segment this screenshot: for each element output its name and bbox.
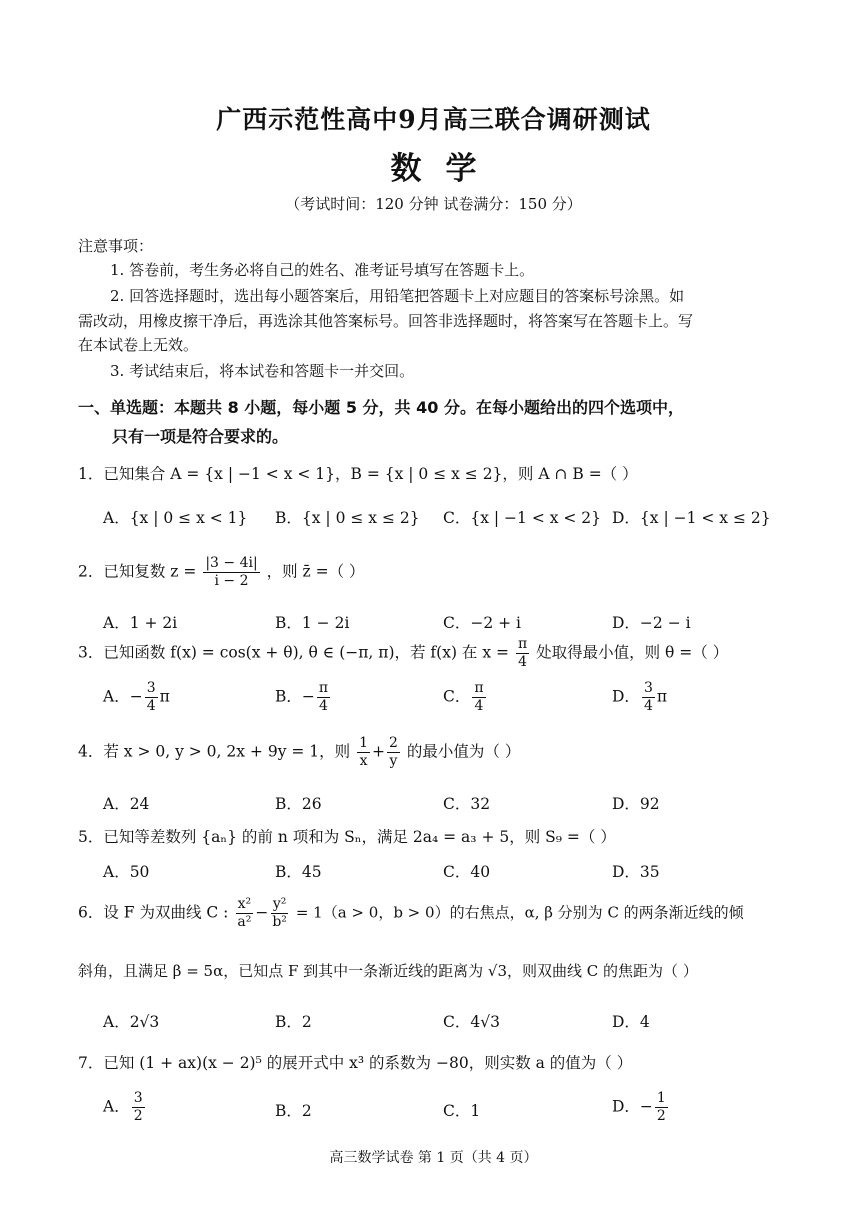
question-6-option-a: A．2√3	[103, 1013, 160, 1031]
question-6-stem-line-2: 斜角，且满足 β = 5α，已知点 F 到其中一条渐近线的距离为 √3，则双曲线 C 的焦距为（ ）	[78, 962, 698, 980]
question-2-fraction	[203, 555, 259, 590]
question-3-option-a-pre: A．−	[103, 687, 143, 706]
question-6-fraction-1-denominator: a²	[237, 914, 252, 930]
question-6-stem-post: = 1（a > 0，b > 0）的右焦点，α, β 分别为 C 的两条渐近线的倾	[295, 903, 744, 922]
question-7-option-a-numerator: 3	[133, 1090, 143, 1106]
question-1-option-c: C．{x | −1 < x < 2}	[443, 509, 602, 527]
question-3-option-d-denominator: 4	[643, 698, 653, 714]
question-4-stem-post: 的最小值为（ ）	[406, 742, 521, 761]
question-3-option-a	[103, 680, 170, 715]
question-3-option-c-fraction	[472, 680, 485, 715]
question-7-option-d	[612, 1090, 670, 1125]
question-2-option-d: D．−2 − i	[612, 614, 691, 632]
question-2-fraction-numerator: |3 − 4i|	[205, 555, 258, 571]
question-7-option-a-fraction	[132, 1090, 145, 1125]
page-footer: 高三数学试卷 第 1 页（共 4 页）	[329, 1150, 538, 1166]
question-7-option-c: C．1	[443, 1102, 481, 1120]
question-3-option-a-post: π	[159, 687, 170, 706]
question-3-option-c-denominator: 4	[474, 698, 484, 714]
question-3-option-c-pre: C．	[443, 687, 471, 706]
subject-title: 数学	[390, 151, 501, 187]
question-3-option-d-post: π	[656, 687, 668, 706]
question-3-fraction	[516, 636, 529, 671]
question-3-stem	[78, 636, 728, 671]
exam-info: （考试时间：120 分钟 试卷满分：150 分）	[285, 195, 582, 213]
note-item-2-line-2: 需改动，用橡皮擦干净后，再选涂其他答案标号。回答非选择题时，将答案写在答题卡上。写	[78, 312, 694, 330]
question-3-stem-pre: 3．已知函数 f(x) = cos(x + θ), θ ∈ (−π, π)，若 f(x) 在 x =	[78, 643, 510, 662]
question-1-option-a: A．{x | 0 ≤ x < 1}	[103, 509, 248, 527]
question-5-option-c: C．40	[443, 863, 491, 881]
note-item-3: 3. 考试结束后，将本试卷和答题卡一并交回。	[110, 362, 415, 380]
question-7-option-d-pre: D．−	[612, 1097, 653, 1116]
question-5-option-a: A．50	[103, 863, 150, 881]
question-4-plus: +	[372, 742, 386, 761]
note-item-2-line-1: 2. 回答选择题时，选出每小题答案后，用铅笔把答题卡上对应题目的答案标号涂黑。如	[110, 287, 685, 305]
question-3-option-a-fraction	[145, 680, 158, 715]
notes-heading: 注意事项：	[78, 237, 154, 255]
question-4-option-d: D．92	[612, 795, 660, 813]
question-6-fraction-2	[270, 896, 289, 931]
question-6-option-d: D．4	[612, 1013, 650, 1031]
question-5-stem: 5．已知等差数列 {aₙ} 的前 n 项和为 Sₙ，满足 2a₄ = a₃ + 5，则 S₉ =（ ）	[78, 828, 616, 846]
question-7-option-a-denominator: 2	[133, 1108, 143, 1124]
question-4-fraction-2-denominator: y	[389, 753, 398, 769]
question-6-option-c: C．4√3	[443, 1013, 500, 1031]
question-6-fraction-2-denominator: b²	[272, 914, 287, 930]
question-4-fraction-2-numerator: 2	[389, 735, 398, 751]
question-3-option-d-fraction	[642, 680, 655, 715]
question-6-option-b: B．2	[275, 1013, 312, 1031]
question-4-stem-pre: 4．若 x > 0, y > 0, 2x + 9y = 1，则	[78, 742, 351, 761]
question-2-stem	[78, 555, 365, 590]
question-6-fraction-1	[235, 896, 253, 931]
question-3-option-b-denominator: 4	[319, 698, 328, 714]
question-5-option-b: B．45	[275, 863, 322, 881]
question-3-option-b-numerator: π	[318, 680, 329, 696]
question-4-stem	[78, 735, 520, 770]
question-3-fraction-numerator: π	[517, 636, 528, 652]
question-3-fraction-denominator: 4	[518, 654, 528, 670]
question-7-option-d-fraction	[655, 1090, 668, 1125]
question-7-option-d-denominator: 2	[656, 1108, 666, 1124]
question-4-option-a: A．24	[103, 795, 150, 813]
question-2-stem-pre: 2．已知复数 z =	[78, 562, 197, 581]
question-7-option-a	[103, 1090, 147, 1125]
question-3-option-b	[275, 680, 332, 715]
question-7-option-a-pre: A．	[103, 1097, 130, 1116]
question-3-option-b-fraction	[317, 680, 330, 715]
question-1-stem: 1．已知集合 A = {x | −1 < x < 1}，B = {x | 0 ≤ x ≤ 2}，则 A ∩ B =（ ）	[78, 465, 638, 483]
note-item-1: 1. 答卷前，考生务必将自己的姓名、准考证号填写在答题卡上。	[110, 261, 535, 279]
question-3-option-a-numerator: 3	[146, 680, 156, 696]
question-1-option-b: B．{x | 0 ≤ x ≤ 2}	[275, 509, 420, 527]
question-4-fraction-1-denominator: x	[359, 753, 368, 769]
question-2-fraction-denominator: i − 2	[214, 573, 249, 589]
note-item-2-line-3: 在本试卷上无效。	[78, 336, 199, 354]
question-4-fraction-1-numerator: 1	[359, 735, 369, 751]
question-2-option-b: B．1 − 2i	[275, 614, 350, 632]
question-4-fraction-2	[387, 735, 400, 770]
question-7-option-b: B．2	[275, 1102, 312, 1120]
question-6-fraction-1-numerator: x²	[237, 896, 252, 912]
question-3-option-a-denominator: 4	[146, 698, 156, 714]
section-heading-line-2: 只有一项是符合要求的。	[112, 427, 289, 446]
question-3-option-d	[612, 680, 667, 715]
question-3-option-d-numerator: 3	[643, 680, 653, 696]
question-4-fraction-1	[357, 735, 370, 770]
question-1-option-d: D．{x | −1 < x ≤ 2}	[612, 509, 771, 527]
question-7-stem: 7．已知 (1 + ax)(x − 2)⁵ 的展开式中 x³ 的系数为 −80，则实数 a 的值为（ ）	[78, 1054, 633, 1072]
question-3-option-c	[443, 680, 488, 715]
question-5-option-d: D．35	[612, 863, 660, 881]
question-7-option-d-numerator: 1	[656, 1090, 666, 1106]
question-3-stem-post: 处取得最小值，则 θ =（ ）	[536, 643, 729, 662]
question-6-minus: −	[255, 903, 269, 922]
question-2-option-c: C．−2 + i	[443, 614, 522, 632]
question-2-option-a: A．1 + 2i	[103, 614, 178, 632]
question-4-option-c: C．32	[443, 795, 491, 813]
question-3-option-b-pre: B．−	[275, 687, 315, 706]
section-heading-line-1: 一、单选题：本题共 8 小题，每小题 5 分，共 40 分。在每小题给出的四个选项中，	[78, 398, 684, 417]
question-3-option-c-numerator: π	[474, 680, 484, 696]
question-6-stem-pre: 6．设 F 为双曲线 C :	[78, 903, 229, 922]
question-2-stem-post: ，则 z̄ =（ ）	[266, 562, 365, 581]
exam-title: 广西示范性高中9月高三联合调研测试	[216, 105, 651, 134]
question-6-fraction-2-numerator: y²	[272, 896, 287, 912]
question-3-option-d-pre: D．	[612, 687, 640, 706]
question-4-option-b: B．26	[275, 795, 322, 813]
question-6-stem-line-1	[78, 896, 744, 931]
